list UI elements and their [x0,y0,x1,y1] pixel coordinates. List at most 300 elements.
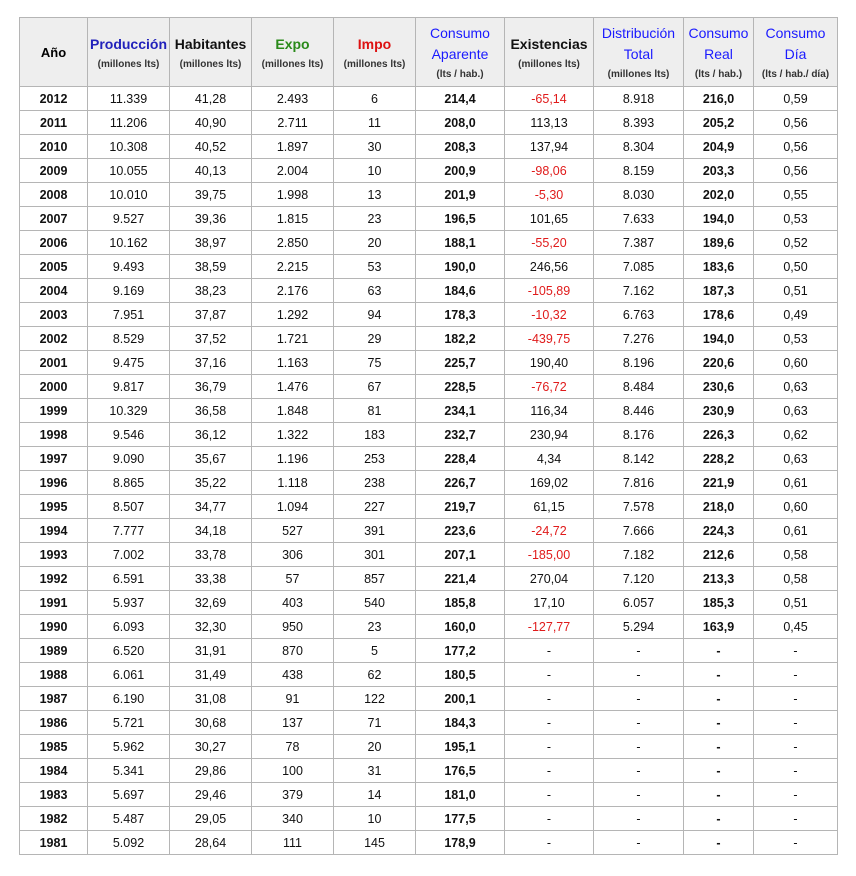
cell-produccion: 6.061 [88,663,170,687]
cell-impo: 81 [334,399,416,423]
cell-consumo-real: 178,6 [684,303,754,327]
cell-existencias: - [505,735,594,759]
cell-expo: 2.215 [252,255,334,279]
cell-habitantes: 34,18 [170,519,252,543]
cell-expo: 340 [252,807,334,831]
cell-impo: 30 [334,135,416,159]
cell-distribucion-total: 8.176 [594,423,684,447]
table-row [20,231,838,255]
cell-existencias: 101,65 [505,207,594,231]
cell-consumo-dia: 0,61 [754,519,838,543]
cell-consumo-real: - [684,663,754,687]
table-row [20,471,838,495]
cell-expo: 2.176 [252,279,334,303]
cell-existencias: -185,00 [505,543,594,567]
cell-habitantes: 39,75 [170,183,252,207]
cell-produccion: 9.527 [88,207,170,231]
cell-existencias: -65,14 [505,87,594,111]
cell-produccion: 5.487 [88,807,170,831]
table-row [20,687,838,711]
cell-expo: 2.711 [252,111,334,135]
table-row [20,831,838,855]
table-row [20,351,838,375]
cell-consumo-aparente: 188,1 [416,231,505,255]
cell-habitantes: 35,67 [170,447,252,471]
table-row [20,543,838,567]
cell-consumo-aparente: 177,2 [416,639,505,663]
header-habitantes: Habitantes (millones lts) [170,18,252,87]
cell-impo: 71 [334,711,416,735]
cell-produccion: 9.493 [88,255,170,279]
cell-distribucion-total: 8.304 [594,135,684,159]
cell-year: 1986 [20,711,88,735]
cell-consumo-dia: 0,58 [754,567,838,591]
cell-habitantes: 37,87 [170,303,252,327]
table-row [20,759,838,783]
cell-existencias: 113,13 [505,111,594,135]
cell-distribucion-total: 8.918 [594,87,684,111]
cell-year: 2008 [20,183,88,207]
cell-produccion: 6.190 [88,687,170,711]
cell-consumo-real: 228,2 [684,447,754,471]
cell-impo: 20 [334,735,416,759]
cell-existencias: 230,94 [505,423,594,447]
cell-impo: 63 [334,279,416,303]
cell-impo: 31 [334,759,416,783]
cell-impo: 301 [334,543,416,567]
table-row [20,159,838,183]
table-row [20,135,838,159]
cell-distribucion-total: 7.816 [594,471,684,495]
cell-habitantes: 30,27 [170,735,252,759]
cell-existencias: - [505,783,594,807]
cell-consumo-dia: 0,60 [754,351,838,375]
cell-impo: 23 [334,615,416,639]
cell-expo: 2.850 [252,231,334,255]
cell-habitantes: 36,12 [170,423,252,447]
beer-statistics-table [19,17,838,855]
cell-consumo-real: 218,0 [684,495,754,519]
header-existencias: Existencias (millones lts) [505,18,594,87]
cell-habitantes: 39,36 [170,207,252,231]
cell-consumo-dia: 0,59 [754,87,838,111]
cell-habitantes: 38,23 [170,279,252,303]
cell-consumo-real: 224,3 [684,519,754,543]
cell-consumo-aparente: 214,4 [416,87,505,111]
cell-year: 1984 [20,759,88,783]
cell-impo: 14 [334,783,416,807]
cell-distribucion-total: 8.196 [594,351,684,375]
cell-produccion: 5.697 [88,783,170,807]
cell-consumo-dia: - [754,711,838,735]
cell-impo: 75 [334,351,416,375]
cell-produccion: 5.721 [88,711,170,735]
cell-expo: 870 [252,639,334,663]
cell-consumo-aparente: 219,7 [416,495,505,519]
header-expo: Expo (millones lts) [252,18,334,87]
table-row [20,87,838,111]
cell-consumo-real: 216,0 [684,87,754,111]
cell-impo: 29 [334,327,416,351]
table-row [20,423,838,447]
cell-impo: 23 [334,207,416,231]
cell-habitantes: 33,38 [170,567,252,591]
cell-consumo-aparente: 185,8 [416,591,505,615]
cell-habitantes: 31,49 [170,663,252,687]
cell-produccion: 11.206 [88,111,170,135]
cell-consumo-aparente: 223,6 [416,519,505,543]
cell-year: 2005 [20,255,88,279]
cell-distribucion-total: - [594,735,684,759]
cell-consumo-dia: 0,61 [754,471,838,495]
cell-expo: 1.998 [252,183,334,207]
table-row [20,639,838,663]
cell-existencias: 190,40 [505,351,594,375]
cell-existencias: -127,77 [505,615,594,639]
cell-existencias: - [505,711,594,735]
cell-distribucion-total: 8.159 [594,159,684,183]
cell-distribucion-total: 8.393 [594,111,684,135]
cell-existencias: 17,10 [505,591,594,615]
cell-distribucion-total: - [594,831,684,855]
cell-existencias: 4,34 [505,447,594,471]
cell-consumo-real: 213,3 [684,567,754,591]
cell-consumo-real: 226,3 [684,423,754,447]
cell-habitantes: 29,86 [170,759,252,783]
cell-consumo-dia: - [754,687,838,711]
cell-year: 1997 [20,447,88,471]
cell-existencias: - [505,807,594,831]
table-row [20,111,838,135]
cell-expo: 1.118 [252,471,334,495]
cell-existencias: 116,34 [505,399,594,423]
cell-consumo-dia: 0,51 [754,591,838,615]
cell-distribucion-total: 7.085 [594,255,684,279]
cell-consumo-real: 212,6 [684,543,754,567]
cell-year: 1993 [20,543,88,567]
cell-distribucion-total: - [594,711,684,735]
cell-expo: 57 [252,567,334,591]
cell-habitantes: 29,46 [170,783,252,807]
cell-year: 1996 [20,471,88,495]
cell-habitantes: 32,69 [170,591,252,615]
cell-distribucion-total: 6.763 [594,303,684,327]
cell-produccion: 5.092 [88,831,170,855]
cell-produccion: 7.777 [88,519,170,543]
cell-habitantes: 32,30 [170,615,252,639]
cell-distribucion-total: 8.446 [594,399,684,423]
cell-consumo-dia: - [754,831,838,855]
cell-distribucion-total: 8.142 [594,447,684,471]
cell-consumo-aparente: 207,1 [416,543,505,567]
table-row [20,711,838,735]
cell-expo: 1.196 [252,447,334,471]
cell-consumo-aparente: 234,1 [416,399,505,423]
cell-distribucion-total: 7.666 [594,519,684,543]
cell-produccion: 10.010 [88,183,170,207]
cell-year: 2004 [20,279,88,303]
header-consumo-real: Consumo Real (lts / hab.) [684,18,754,87]
header-produccion: Producción (millones lts) [88,18,170,87]
table-row [20,279,838,303]
cell-consumo-aparente: 196,5 [416,207,505,231]
cell-consumo-real: - [684,735,754,759]
cell-consumo-dia: 0,58 [754,543,838,567]
cell-impo: 253 [334,447,416,471]
cell-habitantes: 31,91 [170,639,252,663]
cell-consumo-dia: 0,51 [754,279,838,303]
cell-consumo-real: 204,9 [684,135,754,159]
table-row [20,783,838,807]
cell-consumo-dia: 0,63 [754,375,838,399]
cell-consumo-aparente: 200,9 [416,159,505,183]
cell-consumo-aparente: 225,7 [416,351,505,375]
cell-consumo-aparente: 176,5 [416,759,505,783]
cell-year: 2012 [20,87,88,111]
cell-habitantes: 35,22 [170,471,252,495]
cell-expo: 100 [252,759,334,783]
cell-year: 2001 [20,351,88,375]
cell-consumo-dia: 0,60 [754,495,838,519]
cell-existencias: -105,89 [505,279,594,303]
cell-consumo-aparente: 178,9 [416,831,505,855]
table-row [20,519,838,543]
cell-impo: 62 [334,663,416,687]
cell-distribucion-total: 7.162 [594,279,684,303]
table-row [20,663,838,687]
cell-distribucion-total: 8.030 [594,183,684,207]
cell-expo: 1.476 [252,375,334,399]
cell-year: 1999 [20,399,88,423]
table-row [20,567,838,591]
cell-expo: 91 [252,687,334,711]
cell-expo: 2.493 [252,87,334,111]
cell-consumo-dia: 0,45 [754,615,838,639]
cell-expo: 111 [252,831,334,855]
cell-produccion: 10.329 [88,399,170,423]
header-year: Año [20,18,88,87]
cell-expo: 306 [252,543,334,567]
cell-produccion: 10.162 [88,231,170,255]
cell-distribucion-total: - [594,663,684,687]
cell-distribucion-total: 5.294 [594,615,684,639]
cell-existencias: - [505,687,594,711]
cell-habitantes: 38,59 [170,255,252,279]
cell-consumo-aparente: 160,0 [416,615,505,639]
cell-expo: 1.897 [252,135,334,159]
cell-produccion: 9.090 [88,447,170,471]
cell-expo: 527 [252,519,334,543]
cell-year: 1982 [20,807,88,831]
cell-expo: 438 [252,663,334,687]
cell-distribucion-total: - [594,687,684,711]
cell-produccion: 10.308 [88,135,170,159]
cell-year: 1987 [20,687,88,711]
header-row [20,18,838,87]
cell-produccion: 7.951 [88,303,170,327]
cell-consumo-dia: 0,53 [754,327,838,351]
cell-year: 2006 [20,231,88,255]
cell-existencias: - [505,831,594,855]
cell-expo: 1.094 [252,495,334,519]
cell-consumo-aparente: 184,6 [416,279,505,303]
header-impo: Impo (millones lts) [334,18,416,87]
cell-distribucion-total: - [594,783,684,807]
cell-distribucion-total: 7.276 [594,327,684,351]
cell-produccion: 10.055 [88,159,170,183]
header-consumo-aparente: Consumo Aparente (lts / hab.) [416,18,505,87]
cell-impo: 238 [334,471,416,495]
cell-produccion: 6.520 [88,639,170,663]
cell-produccion: 6.093 [88,615,170,639]
cell-distribucion-total: - [594,807,684,831]
cell-impo: 145 [334,831,416,855]
cell-impo: 10 [334,807,416,831]
cell-consumo-real: 202,0 [684,183,754,207]
cell-distribucion-total: 8.484 [594,375,684,399]
cell-produccion: 9.169 [88,279,170,303]
cell-consumo-real: 220,6 [684,351,754,375]
cell-impo: 183 [334,423,416,447]
cell-existencias: 61,15 [505,495,594,519]
cell-consumo-dia: - [754,663,838,687]
cell-produccion: 8.529 [88,327,170,351]
cell-year: 1992 [20,567,88,591]
cell-produccion: 9.817 [88,375,170,399]
cell-expo: 1.292 [252,303,334,327]
cell-consumo-dia: 0,62 [754,423,838,447]
cell-year: 1983 [20,783,88,807]
cell-existencias: 246,56 [505,255,594,279]
table-row [20,591,838,615]
cell-existencias: -98,06 [505,159,594,183]
cell-consumo-aparente: 228,4 [416,447,505,471]
cell-impo: 10 [334,159,416,183]
cell-habitantes: 38,97 [170,231,252,255]
cell-consumo-real: 194,0 [684,207,754,231]
cell-consumo-dia: 0,52 [754,231,838,255]
cell-consumo-aparente: 180,5 [416,663,505,687]
table-row [20,207,838,231]
cell-year: 1994 [20,519,88,543]
cell-consumo-dia: - [754,759,838,783]
cell-consumo-aparente: 208,0 [416,111,505,135]
cell-existencias: - [505,663,594,687]
cell-consumo-dia: 0,49 [754,303,838,327]
cell-consumo-aparente: 178,3 [416,303,505,327]
cell-impo: 5 [334,639,416,663]
cell-year: 1981 [20,831,88,855]
cell-distribucion-total: 6.057 [594,591,684,615]
cell-existencias: - [505,639,594,663]
cell-habitantes: 37,52 [170,327,252,351]
cell-consumo-aparente: 208,3 [416,135,505,159]
cell-year: 1990 [20,615,88,639]
table-row [20,303,838,327]
cell-year: 2003 [20,303,88,327]
cell-habitantes: 40,13 [170,159,252,183]
cell-consumo-real: 194,0 [684,327,754,351]
cell-expo: 1.848 [252,399,334,423]
cell-expo: 1.815 [252,207,334,231]
cell-consumo-dia: 0,63 [754,447,838,471]
cell-year: 1988 [20,663,88,687]
cell-consumo-real: - [684,831,754,855]
cell-consumo-aparente: 228,5 [416,375,505,399]
cell-impo: 122 [334,687,416,711]
cell-existencias: - [505,759,594,783]
cell-consumo-aparente: 182,2 [416,327,505,351]
cell-expo: 1.322 [252,423,334,447]
cell-consumo-aparente: 201,9 [416,183,505,207]
cell-habitantes: 30,68 [170,711,252,735]
cell-year: 1989 [20,639,88,663]
cell-consumo-real: 187,3 [684,279,754,303]
cell-year: 2007 [20,207,88,231]
cell-impo: 94 [334,303,416,327]
cell-consumo-dia: 0,56 [754,111,838,135]
cell-impo: 391 [334,519,416,543]
cell-year: 1991 [20,591,88,615]
cell-consumo-real: 230,9 [684,399,754,423]
cell-impo: 857 [334,567,416,591]
cell-year: 1985 [20,735,88,759]
cell-consumo-real: - [684,759,754,783]
header-consumo-dia: Consumo Día (lts / hab./ día) [754,18,838,87]
cell-consumo-aparente: 232,7 [416,423,505,447]
table-row [20,447,838,471]
cell-consumo-dia: 0,50 [754,255,838,279]
cell-existencias: -55,20 [505,231,594,255]
cell-existencias: -10,32 [505,303,594,327]
cell-consumo-dia: 0,56 [754,135,838,159]
cell-consumo-real: - [684,639,754,663]
cell-consumo-dia: 0,63 [754,399,838,423]
cell-produccion: 9.546 [88,423,170,447]
cell-consumo-real: 185,3 [684,591,754,615]
cell-year: 2011 [20,111,88,135]
cell-habitantes: 31,08 [170,687,252,711]
cell-distribucion-total: 7.387 [594,231,684,255]
cell-year: 2009 [20,159,88,183]
cell-habitantes: 36,58 [170,399,252,423]
cell-habitantes: 34,77 [170,495,252,519]
table-row [20,615,838,639]
cell-distribucion-total: 7.120 [594,567,684,591]
cell-consumo-aparente: 221,4 [416,567,505,591]
cell-habitantes: 40,90 [170,111,252,135]
cell-consumo-real: 221,9 [684,471,754,495]
cell-expo: 1.721 [252,327,334,351]
cell-consumo-real: 163,9 [684,615,754,639]
cell-consumo-aparente: 226,7 [416,471,505,495]
cell-consumo-real: 230,6 [684,375,754,399]
cell-habitantes: 37,16 [170,351,252,375]
cell-produccion: 5.341 [88,759,170,783]
cell-consumo-real: 183,6 [684,255,754,279]
cell-produccion: 5.962 [88,735,170,759]
table-row [20,255,838,279]
cell-expo: 379 [252,783,334,807]
cell-produccion: 8.507 [88,495,170,519]
cell-consumo-real: - [684,711,754,735]
cell-consumo-real: 205,2 [684,111,754,135]
cell-produccion: 8.865 [88,471,170,495]
cell-existencias: 270,04 [505,567,594,591]
cell-consumo-real: 189,6 [684,231,754,255]
cell-impo: 20 [334,231,416,255]
cell-impo: 53 [334,255,416,279]
